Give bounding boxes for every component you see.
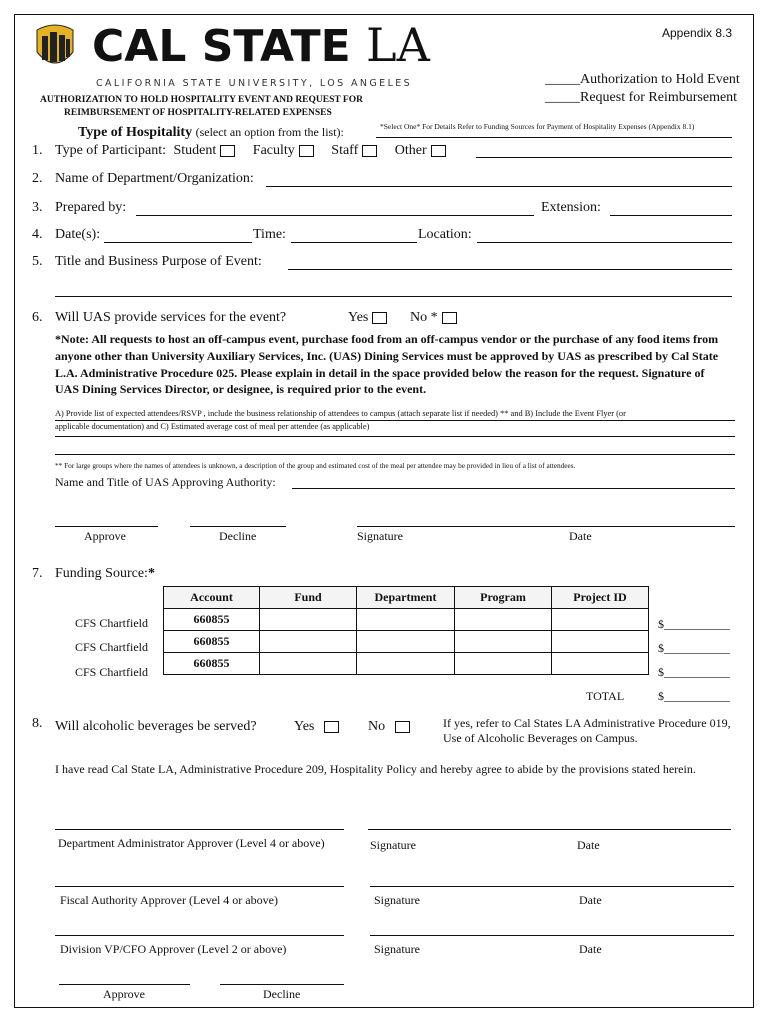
signature-label: Signature: [370, 838, 416, 852]
explanation-field-1[interactable]: [55, 436, 735, 437]
faculty-checkbox[interactable]: [299, 145, 314, 157]
header-program: Program: [455, 587, 552, 609]
uas-no: No *: [410, 310, 457, 326]
department-cell[interactable]: [357, 653, 455, 675]
uas-date-label: Date: [569, 529, 592, 543]
alcohol-yes-checkbox[interactable]: [324, 721, 339, 733]
uas-question: Will UAS provide services for the event?: [55, 310, 287, 325]
student-checkbox[interactable]: [220, 145, 235, 157]
account-cell[interactable]: 660855: [164, 653, 260, 675]
extension-field[interactable]: [610, 215, 732, 216]
uas-approve[interactable]: Approve: [84, 529, 126, 543]
fund-cell[interactable]: [260, 631, 357, 653]
q3-number: 3.: [32, 200, 43, 215]
total-field[interactable]: $___________: [658, 689, 730, 703]
signature-label: Signature: [374, 942, 420, 956]
division-vp-signature-field[interactable]: [370, 935, 734, 936]
department-cell[interactable]: [357, 631, 455, 653]
amount-field[interactable]: $___________: [658, 617, 730, 631]
row-label: CFS Chartfield: [75, 640, 149, 654]
q6-number: 6.: [32, 310, 43, 325]
funding-table: [163, 586, 649, 675]
staff-checkbox[interactable]: [362, 145, 377, 157]
table-row: [164, 653, 649, 675]
uas-note-line2: anyone other than University Auxiliary Services, Inc. (UAS) Dining Services must be approved by UAS as prescribed by Cal State: [55, 349, 719, 363]
dates-label: Date(s):: [55, 227, 101, 242]
location-label: Location:: [418, 227, 472, 242]
header-fund: Fund: [260, 587, 357, 609]
instructions-line1: A) Provide list of expected attendees/RSVP , include the business relationship of attendees to campus (attach separate list if needed) ** and B) Include the Event Flyer (or: [55, 409, 626, 418]
alcohol-note-line2: Use of Alcoholic Beverages on Campus.: [443, 731, 638, 745]
alcohol-note-line1: If yes, refer to Cal States LA Administrative Procedure 019,: [443, 716, 731, 730]
uas-yes-checkbox[interactable]: [372, 312, 387, 324]
q8-number: 8.: [32, 716, 43, 731]
form-border: [14, 14, 754, 1008]
q2-number: 2.: [32, 171, 43, 186]
uas-note-line4: UAS Dining Services Director, or designee, is required prior to the event.: [55, 382, 427, 396]
form-title-line1: AUTHORIZATION TO HOLD HOSPITALITY EVENT AND REQUEST FOR: [40, 95, 363, 105]
approving-authority-field[interactable]: [292, 488, 735, 489]
alcohol-no-checkbox[interactable]: [395, 721, 410, 733]
department-field[interactable]: [266, 186, 732, 187]
form-title-line2: REIMBURSEMENT OF HOSPITALITY-RELATED EXPENSES: [64, 108, 332, 118]
time-field[interactable]: [291, 242, 417, 243]
option-authorization[interactable]: _____Authorization to Hold Event: [545, 72, 740, 87]
uas-signature-label: Signature: [357, 529, 403, 543]
agreement-statement: I have read Cal State LA, Administrative Procedure 209, Hospitality Policy and hereby agree to abide by the provisions stated herein.: [55, 762, 696, 776]
dept-admin-signature-field[interactable]: [368, 829, 731, 830]
signature-label: Signature: [374, 893, 420, 907]
type-of-hospitality: Type of Hospitality (select an option from the list):: [78, 125, 344, 140]
header-department: Department: [357, 587, 455, 609]
project-id-cell[interactable]: [552, 631, 649, 653]
row-label: CFS Chartfield: [75, 616, 149, 630]
final-approve[interactable]: Approve: [103, 987, 145, 1001]
project-id-cell[interactable]: [552, 653, 649, 675]
q4-number: 4.: [32, 227, 43, 242]
amount-field[interactable]: $___________: [658, 641, 730, 655]
project-id-cell[interactable]: [552, 609, 649, 631]
fiscal-authority-signature-field[interactable]: [370, 886, 734, 887]
dates-field[interactable]: [104, 242, 252, 243]
instructions-line2: applicable documentation) and C) Estimated average cost of meal per attendee (as applicable): [55, 422, 370, 431]
hospitality-select[interactable]: *Select One* For Details Refer to Funding Sources for Payment of Hospitality Expenses (Appendix 8.1): [380, 122, 695, 131]
explanation-field-2[interactable]: [55, 454, 735, 455]
q1-number: 1.: [32, 143, 43, 158]
brand-name: CAL STATE LA: [92, 18, 430, 72]
uas-yes: Yes: [348, 310, 387, 326]
uas-no-checkbox[interactable]: [442, 312, 457, 324]
fund-cell[interactable]: [260, 653, 357, 675]
event-title-field-2[interactable]: [55, 296, 732, 297]
alcohol-no: No: [368, 719, 410, 735]
approver-title: Fiscal Authority Approver (Level 4 or above): [60, 893, 278, 907]
program-cell[interactable]: [455, 609, 552, 631]
account-cell[interactable]: 660855: [164, 609, 260, 631]
department-cell[interactable]: [357, 609, 455, 631]
header-project-id: Project ID: [552, 587, 649, 609]
program-cell[interactable]: [455, 653, 552, 675]
fiscal-authority-field[interactable]: [55, 886, 344, 887]
brand-subtitle: CALIFORNIA STATE UNIVERSITY, LOS ANGELES: [96, 78, 413, 89]
uas-note-line3: L.A. Administrative Procedure 025. Please explain in detail in the space provided below the reason for the request. Signature of: [55, 366, 705, 380]
time-label: Time:: [253, 227, 286, 242]
amount-field[interactable]: $___________: [658, 665, 730, 679]
event-title-label: Title and Business Purpose of Event:: [55, 254, 262, 269]
appendix-label: Appendix 8.3: [662, 26, 733, 40]
approver-title: Department Administrator Approver (Level 4 or above): [58, 836, 325, 850]
program-cell[interactable]: [455, 631, 552, 653]
cal-state-la-logo: [33, 22, 77, 74]
option-reimbursement[interactable]: _____Request for Reimbursement: [545, 90, 738, 105]
participant-type: Type of Participant: Student Faculty Staff Other: [55, 143, 446, 159]
date-label: Date: [577, 838, 600, 852]
funding-source-label: Funding Source:*: [55, 566, 155, 581]
account-cell[interactable]: 660855: [164, 631, 260, 653]
table-row: [164, 609, 649, 631]
q5-number: 5.: [32, 254, 43, 269]
prepared-by-label: Prepared by:: [55, 200, 127, 215]
approving-authority-label: Name and Title of UAS Approving Authority:: [55, 475, 276, 489]
other-field[interactable]: [476, 157, 732, 158]
fund-cell[interactable]: [260, 609, 357, 631]
location-field[interactable]: [477, 242, 732, 243]
department-label: Name of Department/Organization:: [55, 171, 254, 186]
large-groups-note: ** For large groups where the names of attendees is unknown, a description of the group and estimated cost of the meal per attendee may be provided in lieu of a list of attendees.: [55, 461, 576, 470]
total-label: TOTAL: [586, 689, 625, 703]
approver-title: Division VP/CFO Approver (Level 2 or above): [60, 942, 287, 956]
q7-number: 7.: [32, 566, 43, 581]
uas-decline[interactable]: Decline: [219, 529, 257, 543]
row-label: CFS Chartfield: [75, 665, 149, 679]
alcohol-yes: Yes: [294, 719, 339, 735]
alcohol-question: Will alcoholic beverages be served?: [55, 719, 257, 734]
uas-note-line1: *Note: All requests to host an off-campus event, purchase food from an off-campus vendor or the purchase of any food items from: [55, 332, 719, 346]
division-vp-field[interactable]: [55, 935, 344, 936]
prepared-by-field[interactable]: [136, 215, 534, 216]
date-label: Date: [579, 942, 602, 956]
header-account: Account: [164, 587, 260, 609]
extension-label: Extension:: [541, 200, 601, 215]
final-decline[interactable]: Decline: [263, 987, 301, 1001]
event-title-field[interactable]: [288, 269, 732, 270]
date-label: Date: [579, 893, 602, 907]
other-checkbox[interactable]: [431, 145, 446, 157]
dept-admin-field[interactable]: [55, 829, 344, 830]
table-row: [164, 631, 649, 653]
